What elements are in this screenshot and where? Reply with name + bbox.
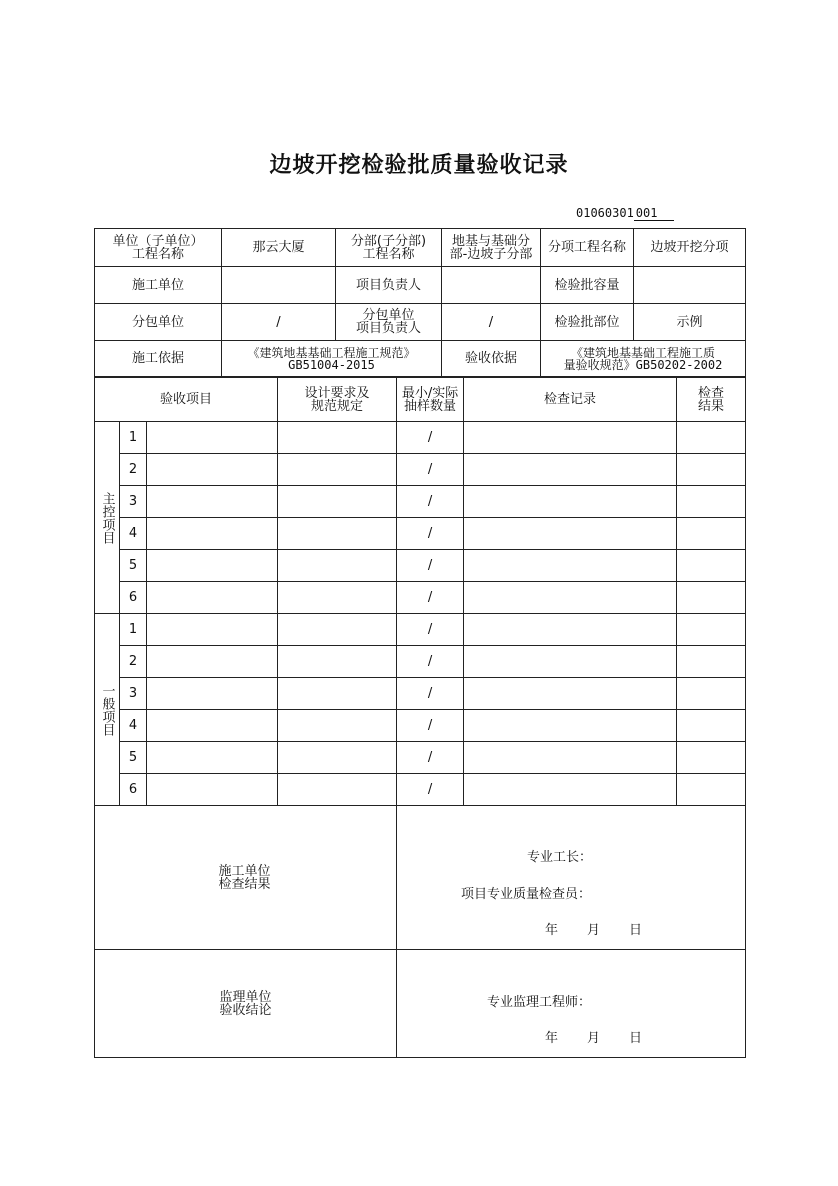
record-cell <box>464 454 677 486</box>
batch-capacity-label: 检验批容量 <box>541 267 634 304</box>
row-number: 3 <box>120 678 147 710</box>
sample-cell: / <box>397 678 464 710</box>
contractor-value <box>222 267 336 304</box>
quality-inspector-label: 项目专业质量检查员： <box>461 887 592 902</box>
record-code <box>576 206 674 221</box>
sample-cell: / <box>397 550 464 582</box>
sample-cell: / <box>397 742 464 774</box>
design-cell <box>278 678 397 710</box>
item-cell <box>147 646 278 678</box>
unit-name-label: 单位（子单位） 工程名称 <box>95 229 222 267</box>
design-cell <box>278 454 397 486</box>
supervising-engineer-label: 专业监理工程师： <box>487 995 592 1010</box>
row-number: 5 <box>120 550 147 582</box>
item-cell <box>147 678 278 710</box>
table-row <box>95 646 746 678</box>
table-row <box>95 422 746 454</box>
row-number: 5 <box>120 742 147 774</box>
table-row <box>95 550 746 582</box>
main-control-label: 主控项目 <box>99 491 115 544</box>
row-number: 1 <box>120 614 147 646</box>
result-cell <box>677 678 746 710</box>
date-month: 月 <box>587 1031 601 1046</box>
acceptance-basis-label: 验收依据 <box>442 341 541 377</box>
division-name-value: 地基与基础分 部-边坡子分部 <box>442 229 541 267</box>
items-table <box>94 377 746 1058</box>
supervisor-check-label: 监理单位 验收结论 <box>95 950 397 1058</box>
sub-pm-value: / <box>442 304 541 341</box>
row-number: 3 <box>120 486 147 518</box>
result-cell <box>677 774 746 806</box>
design-cell <box>278 774 397 806</box>
contractor-check-label: 施工单位 检查结果 <box>95 806 397 950</box>
construction-basis-label: 施工依据 <box>95 341 222 377</box>
design-cell <box>278 614 397 646</box>
result-cell <box>677 422 746 454</box>
row-number: 6 <box>120 582 147 614</box>
result-cell <box>677 518 746 550</box>
table-row <box>95 486 746 518</box>
record-cell <box>464 550 677 582</box>
sample-cell: / <box>397 646 464 678</box>
row-number: 4 <box>120 518 147 550</box>
item-name-value: 边坡开挖分项 <box>634 229 746 267</box>
record-cell <box>464 774 677 806</box>
item-cell <box>147 518 278 550</box>
code-prefix: 01060301 <box>576 206 634 220</box>
item-cell <box>147 742 278 774</box>
row-number: 4 <box>120 710 147 742</box>
table-row <box>95 454 746 486</box>
record-cell <box>464 742 677 774</box>
design-cell <box>278 518 397 550</box>
subcontractor-label: 分包单位 <box>95 304 222 341</box>
foreman-label: 专业工长： <box>527 850 593 865</box>
col-design-requirement: 设计要求及 规范规定 <box>278 378 397 422</box>
result-cell <box>677 454 746 486</box>
table-row <box>95 678 746 710</box>
record-cell <box>464 678 677 710</box>
general-group <box>95 614 120 806</box>
table-row <box>95 518 746 550</box>
col-check-result: 检查 结果 <box>677 378 746 422</box>
date-day: 日 <box>629 1031 643 1046</box>
row-number: 2 <box>120 646 147 678</box>
sample-cell: / <box>397 582 464 614</box>
date-year: 年 <box>545 1031 559 1046</box>
contractor-label: 施工单位 <box>95 267 222 304</box>
record-cell <box>464 486 677 518</box>
batch-location-value: 示例 <box>634 304 746 341</box>
design-cell <box>278 582 397 614</box>
contractor-check-area <box>397 806 746 950</box>
record-cell <box>464 582 677 614</box>
record-cell <box>464 518 677 550</box>
item-cell <box>147 582 278 614</box>
table-row <box>95 582 746 614</box>
page-title: 边坡开挖检验批质量验收记录 <box>269 152 569 178</box>
project-manager-label: 项目负责人 <box>336 267 442 304</box>
batch-location-label: 检验批部位 <box>541 304 634 341</box>
date-month: 月 <box>587 923 601 938</box>
item-cell <box>147 454 278 486</box>
result-cell <box>677 614 746 646</box>
date-year: 年 <box>545 923 559 938</box>
design-cell <box>278 486 397 518</box>
table-row <box>95 614 746 646</box>
project-manager-value <box>442 267 541 304</box>
unit-name-value: 那云大厦 <box>222 229 336 267</box>
col-check-record: 检查记录 <box>464 378 677 422</box>
row-number: 6 <box>120 774 147 806</box>
division-name-label: 分部(子分部) 工程名称 <box>336 229 442 267</box>
table-row <box>95 710 746 742</box>
general-label: 一般项目 <box>99 683 115 736</box>
item-cell <box>147 710 278 742</box>
batch-capacity-value <box>634 267 746 304</box>
item-cell <box>147 486 278 518</box>
item-name-label: 分项工程名称 <box>541 229 634 267</box>
main-control-group <box>95 422 120 614</box>
row-number: 1 <box>120 422 147 454</box>
col-acceptance-item: 验收项目 <box>95 378 278 422</box>
record-cell <box>464 646 677 678</box>
result-cell <box>677 486 746 518</box>
item-cell <box>147 774 278 806</box>
acceptance-basis-value: 《建筑地基基础工程施工质 量验收规范》GB50202-2002 <box>541 341 746 377</box>
header-table <box>94 228 746 377</box>
sample-cell: / <box>397 774 464 806</box>
sample-cell: / <box>397 614 464 646</box>
sample-cell: / <box>397 710 464 742</box>
supervisor-check-area <box>397 950 746 1058</box>
result-cell <box>677 582 746 614</box>
item-cell <box>147 614 278 646</box>
result-cell <box>677 646 746 678</box>
col-sample-count: 最小/实际 抽样数量 <box>397 378 464 422</box>
item-cell <box>147 550 278 582</box>
table-row <box>95 774 746 806</box>
construction-basis-value: 《建筑地基基础工程施工规范》 GB51004-2015 <box>222 341 442 377</box>
table-row <box>95 742 746 774</box>
sample-cell: / <box>397 454 464 486</box>
design-cell <box>278 550 397 582</box>
design-cell <box>278 742 397 774</box>
design-cell <box>278 646 397 678</box>
record-cell <box>464 614 677 646</box>
result-cell <box>677 550 746 582</box>
result-cell <box>677 710 746 742</box>
record-cell <box>464 422 677 454</box>
code-number: 001 <box>634 206 674 221</box>
record-cell <box>464 710 677 742</box>
sub-pm-label: 分包单位 项目负责人 <box>336 304 442 341</box>
sample-cell: / <box>397 486 464 518</box>
subcontractor-value: / <box>222 304 336 341</box>
design-cell <box>278 710 397 742</box>
date-day: 日 <box>629 923 643 938</box>
design-cell <box>278 422 397 454</box>
sample-cell: / <box>397 518 464 550</box>
row-number: 2 <box>120 454 147 486</box>
item-cell <box>147 422 278 454</box>
sample-cell: / <box>397 422 464 454</box>
result-cell <box>677 742 746 774</box>
